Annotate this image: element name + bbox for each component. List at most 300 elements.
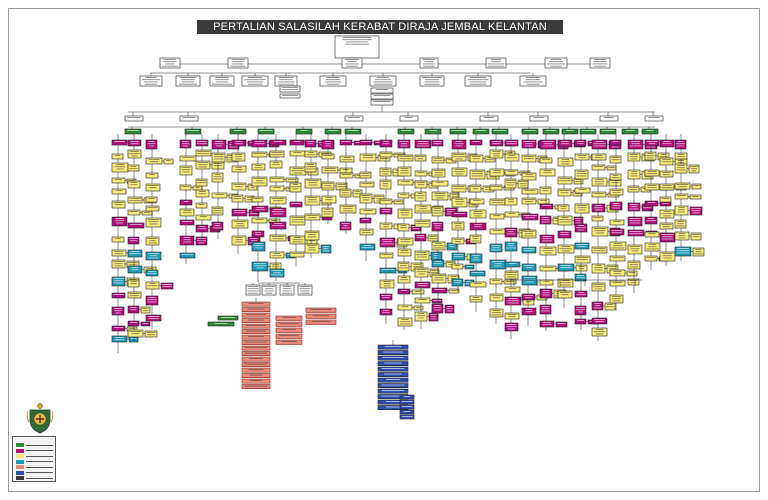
node-text-line: [382, 368, 405, 369]
node-text-line: [273, 209, 283, 210]
person-node: [380, 180, 391, 189]
node-text-line: [418, 143, 428, 144]
node-text-line: [416, 211, 429, 212]
node-text-line: [559, 222, 570, 223]
node-text-line: [594, 166, 603, 167]
person-node: [270, 235, 286, 241]
node-text-line: [144, 82, 158, 83]
node-text-line: [323, 246, 329, 247]
node-text-line: [471, 205, 476, 206]
node-text-line: [508, 231, 514, 232]
node-text-line: [677, 167, 685, 168]
node-text-line: [197, 151, 210, 152]
node-text-line: [434, 277, 443, 278]
person-node: [580, 129, 596, 134]
node-text-line: [519, 181, 527, 182]
person-node: [540, 204, 553, 209]
node-text-line: [183, 146, 188, 147]
node-text-line: [436, 198, 443, 199]
node-text-line: [493, 153, 500, 154]
node-text-line: [130, 283, 136, 284]
node-text-line: [256, 268, 264, 269]
node-text-line: [282, 95, 298, 96]
person-node: [305, 231, 319, 240]
node-text-line: [559, 190, 570, 191]
node-text-line: [147, 334, 155, 335]
node-text-line: [543, 236, 551, 237]
node-text-line: [492, 202, 503, 203]
person-node: [252, 177, 267, 186]
node-text-line: [162, 284, 172, 285]
node-text-line: [400, 239, 410, 240]
node-text-line: [492, 141, 501, 142]
node-text-line: [542, 141, 554, 142]
node-text-line: [308, 234, 316, 235]
person-node: [628, 140, 643, 149]
person-node: [112, 277, 125, 286]
node-text-line: [400, 225, 406, 226]
node-text-line: [542, 238, 551, 239]
node-text-line: [401, 212, 410, 213]
node-text-line: [246, 325, 266, 326]
person-node: [380, 223, 392, 229]
node-text-line: [312, 321, 330, 322]
node-text-line: [402, 215, 409, 216]
person-node: [660, 158, 673, 165]
node-text-line: [247, 291, 259, 292]
node-text-line: [181, 79, 195, 80]
person-node: [558, 158, 573, 166]
node-text-line: [383, 281, 391, 282]
node-text-line: [663, 216, 670, 217]
node-text-line: [472, 156, 481, 157]
person-node: [610, 256, 625, 261]
person-node: [242, 313, 270, 317]
node-text-line: [382, 312, 390, 313]
node-text-line: [149, 174, 155, 175]
person-node: [400, 405, 414, 409]
person-node: [431, 252, 442, 260]
person-node: [128, 237, 139, 244]
person-node: [540, 216, 551, 224]
node-text-line: [609, 268, 616, 269]
person-node: [380, 280, 394, 288]
person-node: [575, 256, 590, 263]
node-text-line: [401, 401, 412, 402]
person-node: [675, 247, 691, 256]
person-node: [540, 169, 555, 176]
node-text-line: [148, 318, 158, 319]
person-node: [415, 181, 427, 188]
node-text-line: [417, 252, 426, 253]
node-text-line: [131, 251, 139, 252]
person-node: [141, 307, 150, 313]
person-node: [600, 129, 616, 134]
node-text-line: [417, 198, 423, 199]
legend-item: [16, 476, 54, 480]
node-text-line: [418, 299, 427, 300]
node-text-line: [129, 198, 140, 199]
node-text-line: [434, 255, 440, 256]
node-text-line: [451, 290, 458, 291]
node-text-line: [595, 181, 605, 182]
person-node: [645, 184, 659, 190]
person-node: [128, 250, 142, 257]
node-text-line: [180, 77, 196, 78]
node-text-line: [381, 254, 391, 255]
person-node: [452, 212, 467, 217]
node-text-line: [631, 141, 640, 142]
node-text-line: [540, 200, 546, 201]
node-text-line: [507, 314, 516, 315]
node-text-line: [402, 406, 413, 407]
person-node: [576, 265, 587, 271]
person-node: [146, 184, 160, 191]
node-text-line: [341, 141, 350, 142]
node-text-line: [401, 170, 409, 171]
node-text-line: [130, 211, 139, 212]
node-text-line: [309, 185, 318, 186]
person-node: [321, 245, 331, 253]
node-text-line: [434, 208, 441, 209]
node-text-line: [416, 307, 420, 308]
node-text-line: [631, 171, 637, 172]
node-text-line: [231, 59, 245, 60]
node-text-line: [234, 221, 246, 222]
person-node: [575, 224, 587, 232]
node-text-line: [507, 185, 515, 186]
node-text-line: [484, 117, 494, 118]
node-text-line: [307, 197, 318, 198]
node-text-line: [492, 312, 501, 313]
node-text-line: [677, 250, 689, 251]
person-node: [380, 140, 392, 147]
node-text-line: [578, 225, 584, 226]
node-text-line: [595, 155, 602, 156]
person-node: [112, 250, 126, 256]
person-node: [160, 58, 180, 68]
node-text-line: [248, 320, 264, 321]
node-text-line: [278, 84, 294, 85]
node-text-line: [148, 159, 159, 160]
person-node: [540, 140, 556, 149]
person-node: [345, 116, 363, 121]
node-text-line: [129, 200, 141, 201]
person-node: [575, 170, 588, 179]
node-text-line: [400, 194, 407, 195]
node-text-line: [283, 286, 292, 287]
node-text-line: [417, 237, 425, 238]
node-text-line: [447, 209, 456, 210]
person-node: [432, 207, 443, 216]
node-text-line: [250, 380, 263, 381]
node-text-line: [291, 186, 300, 187]
node-text-line: [274, 253, 280, 254]
node-text-line: [560, 232, 568, 233]
node-text-line: [248, 336, 264, 337]
person-node: [270, 252, 284, 258]
person-node: [470, 223, 486, 230]
person-node: [252, 197, 263, 202]
node-text-line: [559, 178, 570, 179]
node-text-line: [418, 184, 425, 185]
person-node: [610, 189, 623, 195]
person-node: [398, 249, 411, 256]
node-text-line: [631, 173, 638, 174]
node-text-line: [271, 154, 283, 155]
person-node: [432, 304, 443, 313]
node-text-line: [578, 266, 584, 267]
node-text-line: [235, 159, 241, 160]
node-text-line: [292, 170, 305, 171]
node-text-line: [456, 174, 464, 175]
person-node: [610, 281, 625, 286]
person-node: [505, 242, 517, 251]
node-text-line: [221, 317, 235, 318]
person-node: [305, 140, 316, 147]
node-text-line: [543, 248, 552, 249]
person-node: [432, 274, 446, 283]
node-text-line: [453, 188, 464, 189]
node-text-line: [425, 79, 439, 80]
person-node: [252, 206, 268, 212]
node-text-line: [327, 84, 340, 85]
node-text-line: [542, 308, 549, 309]
node-text-line: [542, 222, 549, 223]
person-node: [490, 169, 504, 176]
person-node: [575, 188, 590, 193]
node-text-line: [560, 206, 566, 207]
node-text-line: [582, 130, 594, 131]
node-text-line: [526, 174, 533, 175]
node-text-line: [612, 157, 620, 158]
node-text-line: [162, 286, 171, 287]
node-text-line: [472, 255, 479, 256]
node-text-line: [255, 248, 262, 249]
node-text-line: [649, 117, 660, 118]
node-text-line: [472, 236, 480, 237]
node-text-line: [130, 281, 136, 282]
person-node: [490, 140, 503, 146]
node-text-line: [400, 252, 408, 253]
node-text-line: [595, 230, 606, 231]
node-text-line: [424, 84, 440, 85]
node-text-line: [265, 288, 273, 289]
person-node: [660, 252, 675, 261]
legend-label: [26, 461, 53, 462]
person-node: [212, 153, 225, 162]
node-text-line: [596, 265, 602, 266]
node-text-line: [113, 261, 123, 262]
node-text-line: [248, 288, 259, 289]
node-text-line: [455, 225, 461, 226]
node-text-line: [609, 167, 615, 168]
person-node: [305, 163, 316, 172]
node-text-line: [647, 257, 656, 258]
node-text-line: [507, 234, 516, 235]
node-text-line: [213, 208, 222, 209]
person-node: [212, 207, 223, 215]
node-text-line: [506, 141, 517, 142]
node-text-line: [245, 347, 268, 348]
node-text-line: [613, 141, 619, 142]
person-node: [371, 94, 393, 99]
node-text-line: [182, 254, 194, 255]
person-node: [305, 151, 317, 157]
node-text-line: [663, 211, 670, 212]
node-text-line: [578, 143, 584, 144]
node-text-line: [271, 270, 283, 271]
node-text-line: [602, 130, 615, 131]
node-text-line: [148, 273, 157, 274]
node-text-line: [474, 224, 482, 225]
person-node: [522, 173, 536, 180]
node-text-line: [198, 164, 207, 165]
person-node: [180, 156, 196, 161]
node-text-line: [647, 185, 656, 186]
person-node: [290, 140, 304, 145]
node-text-line: [429, 238, 437, 239]
node-text-line: [509, 213, 516, 214]
node-text-line: [614, 273, 622, 274]
person-node: [252, 262, 268, 271]
person-node: [276, 334, 302, 339]
person-node: [470, 140, 482, 145]
person-node: [628, 230, 644, 236]
person-node: [590, 58, 610, 68]
person-node: [470, 235, 481, 243]
person-node: [252, 152, 267, 157]
node-text-line: [279, 323, 298, 324]
node-text-line: [342, 159, 352, 160]
node-text-line: [245, 364, 268, 365]
node-text-line: [148, 271, 156, 272]
node-text-line: [381, 171, 390, 172]
node-text-line: [266, 293, 273, 294]
node-text-line: [253, 178, 265, 179]
node-text-line: [255, 234, 261, 235]
node-text-line: [248, 309, 265, 310]
node-text-line: [150, 161, 158, 162]
node-text-line: [402, 416, 413, 417]
person-node: [128, 321, 139, 326]
node-text-line: [433, 223, 442, 224]
person-node: [232, 236, 246, 245]
node-text-line: [543, 292, 550, 293]
person-node: [340, 156, 354, 162]
node-text-line: [434, 263, 443, 264]
node-text-line: [694, 254, 703, 255]
person-node: [378, 389, 408, 393]
node-text-line: [452, 196, 458, 197]
node-text-line: [382, 211, 390, 212]
person-node: [242, 346, 270, 350]
node-text-line: [214, 154, 223, 155]
node-text-line: [249, 375, 263, 376]
node-text-line: [254, 167, 262, 168]
person-node: [592, 283, 605, 291]
person-node: [196, 203, 207, 208]
person-node: [128, 280, 139, 287]
node-text-line: [413, 266, 420, 267]
node-text-line: [114, 266, 122, 267]
node-text-line: [183, 210, 191, 211]
node-text-line: [454, 239, 463, 240]
node-text-line: [235, 186, 243, 187]
node-text-line: [594, 331, 605, 332]
node-text-line: [299, 286, 311, 287]
node-text-line: [508, 201, 514, 202]
node-text-line: [279, 79, 292, 80]
node-text-line: [343, 37, 371, 38]
node-text-line: [273, 200, 283, 201]
node-text-line: [611, 182, 620, 183]
node-text-line: [505, 281, 514, 282]
node-text-line: [659, 156, 667, 157]
node-text-line: [677, 248, 689, 249]
node-text-line: [116, 164, 124, 165]
node-text-line: [455, 146, 462, 147]
node-text-line: [254, 183, 266, 184]
node-text-line: [607, 304, 613, 305]
person-node: [520, 76, 546, 86]
person-node: [180, 253, 195, 258]
person-node: [470, 271, 485, 276]
person-node: [378, 384, 408, 388]
node-text-line: [646, 155, 654, 156]
person-node: [146, 237, 159, 245]
person-node: [112, 201, 125, 208]
person-node: [558, 291, 572, 298]
node-text-line: [629, 272, 636, 273]
person-node: [112, 336, 127, 342]
person-node: [415, 171, 427, 176]
node-text-line: [130, 141, 139, 142]
person-node: [180, 200, 192, 205]
node-text-line: [434, 158, 442, 159]
node-text-line: [648, 218, 655, 219]
node-text-line: [256, 180, 263, 181]
person-node: [432, 192, 448, 200]
node-text-line: [400, 146, 407, 147]
node-text-line: [523, 141, 534, 142]
node-text-line: [595, 321, 604, 322]
node-text-line: [282, 89, 298, 90]
node-text-line: [325, 141, 331, 142]
node-text-line: [576, 220, 581, 221]
node-text-line: [690, 166, 698, 167]
node-text-line: [323, 211, 331, 212]
node-text-line: [423, 64, 435, 65]
node-text-line: [400, 321, 410, 322]
node-text-line: [433, 307, 441, 308]
node-text-line: [250, 213, 258, 214]
person-node: [505, 323, 518, 331]
person-node: [129, 337, 138, 342]
node-text-line: [214, 159, 224, 160]
node-text-line: [213, 228, 222, 229]
person-node: [232, 195, 243, 202]
node-text-line: [506, 272, 517, 273]
node-text-line: [447, 306, 452, 307]
node-text-line: [251, 240, 257, 241]
person-node: [628, 170, 640, 179]
node-text-line: [541, 311, 550, 312]
legend-item: [16, 449, 54, 453]
node-text-line: [143, 323, 148, 324]
person-node: [522, 230, 536, 238]
node-text-line: [493, 170, 501, 171]
